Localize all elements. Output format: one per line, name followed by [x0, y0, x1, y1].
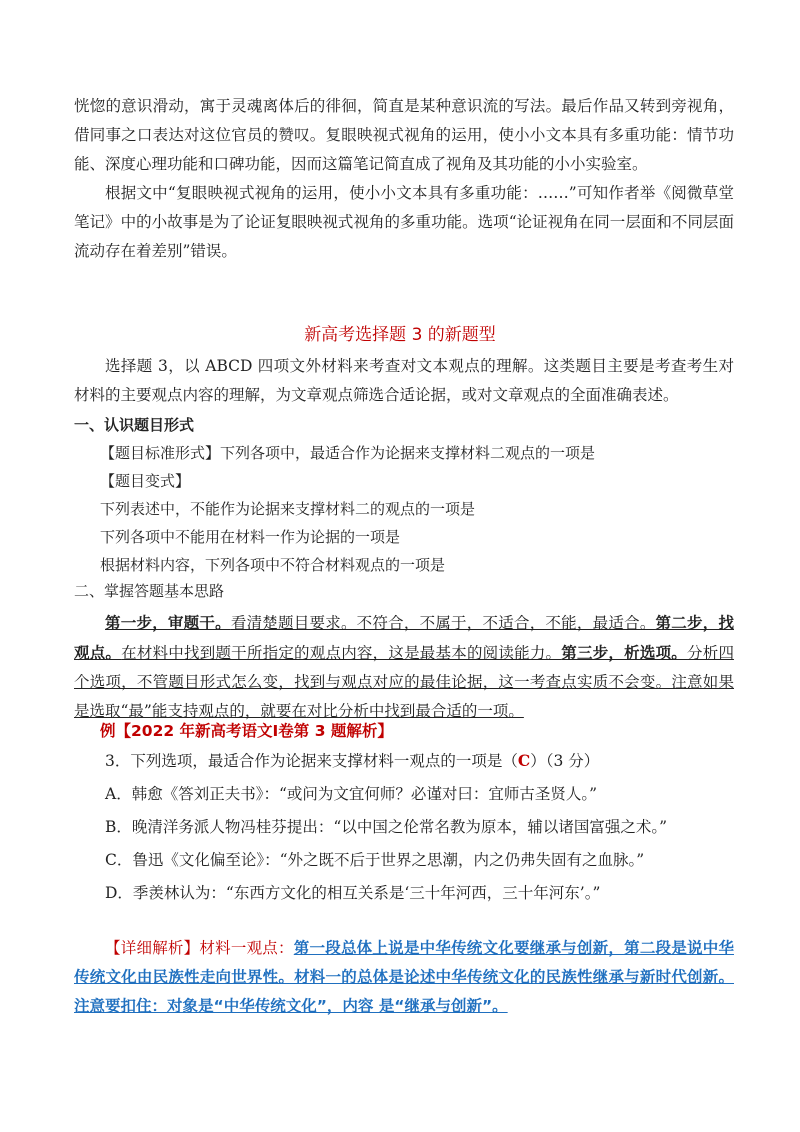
example-question — [74, 746, 734, 908]
lead-paragraph: 选择题 3，以 ABCD 四项文外材料来考查对文本观点的理解。这类题目主要是考查考生对材料的主要观点内容的理解，为文章观点筛选合适论据，或对文章观点的全面准确表述。 — [74, 357, 734, 404]
variant-label: 【题目变式】 — [100, 472, 191, 490]
question-score: ）（3 分） — [530, 752, 600, 770]
step2-text: 在材料中找到题干所指定的观点内容，这是最基本的阅读能力。 — [121, 644, 562, 662]
part2-heading: 二、掌握答题基本思路 — [74, 582, 225, 600]
steps-section — [74, 608, 734, 726]
section-title: 新高考选择题 3 的新题型 — [304, 325, 496, 345]
intro-paragraph-1: 恍惚的意识滑动，寓于灵魂离体后的徘徊，简直是某种意识流的写法。最后作品又转到旁视角，借同事之口表达对这位官员的赞叹。复眼映视式视角的运用，使小小文本具有多重功能：情节功能、深度心理功能和口碑功能，因而这篇笔记简直成了视角及其功能的小小实验室。 — [74, 97, 734, 173]
answer-letter: C — [517, 751, 531, 770]
variant-item: 下列各项中不能用在材料一作为论据的一项是 — [100, 528, 401, 546]
steps-paragraph — [74, 608, 734, 726]
standard-form: 【题目标准形式】下列各项中，最适合作为论据来支撑材料二观点的一项是 — [100, 444, 596, 462]
lead-section — [74, 352, 734, 410]
analysis-text: 第一段总体上说是中华传统文化要继承与创新，第二段是说中华传统文化由民族性走向世界性。材料一的总体是论述中华传统文化的民族性继承与新时代创新。注意要扣住：对象是“中华传统文化”，内容 是“继承与创新”。 — [74, 939, 734, 1015]
part1-heading: 一、认识题目形式 — [74, 416, 195, 434]
example-title: 例【2022 年新高考语文Ⅰ卷第 3 题解析】 — [100, 722, 393, 740]
step2-label: 第二步，找观点。 — [74, 613, 734, 662]
step1-text: 看清楚题目要求。不符合，不属于，不适合，不能，最适合。 — [230, 614, 656, 632]
intro-paragraph-2: 根据文中“复眼映视式视角的运用，使小小文本具有多重功能：……”可知作者举《阅微草堂笔记》中的小故事是为了论证复眼映视式视角的多重功能。选项“论证视角在同一层面和不同层面流动存在着差别”错误。 — [74, 184, 734, 260]
step3-text: 分析四个选项，不管题目形式怎么变，找到与观点对应的最佳论据，这一考查点实质不会变。注意如果是选取“最”能支持观点的，就要在对比分析中找到最合适的一项。 — [74, 644, 734, 720]
analysis-label: 【详细解析】材料一观点： — [105, 939, 294, 957]
variant-item: 根据材料内容，下列各项中不符合材料观点的一项是 — [100, 556, 446, 574]
variant-item: 下列表述中，不能作为论据来支撑材料二的观点的一项是 — [100, 500, 476, 518]
step1-label: 第一步，审题干。 — [105, 613, 231, 632]
analysis-section — [74, 934, 734, 1021]
step3-label: 第三步，析选项。 — [561, 643, 688, 662]
option-c: C．鲁迅《文化偏至论》：“外之既不后于世界之思潮，内之仍弗失固有之血脉。” — [105, 851, 645, 869]
question-stem — [74, 746, 734, 776]
analysis-paragraph — [74, 934, 734, 1021]
intro-section — [74, 92, 734, 266]
question-text: 3．下列选项，最适合作为论据来支撑材料一观点的一项是（ — [105, 752, 518, 770]
option-a: A．韩愈《答刘正夫书》：“或问为文宜何师？必谨对曰：宜师古圣贤人。” — [105, 785, 598, 803]
option-d: D．季羡林认为：“东西方文化的相互关系是‘三十年河西，三十年河东’。” — [105, 884, 601, 902]
option-b: B．晚清洋务派人物冯桂芬提出：“以中国之伦常名教为原本，辅以诸国富强之术。” — [105, 818, 667, 836]
